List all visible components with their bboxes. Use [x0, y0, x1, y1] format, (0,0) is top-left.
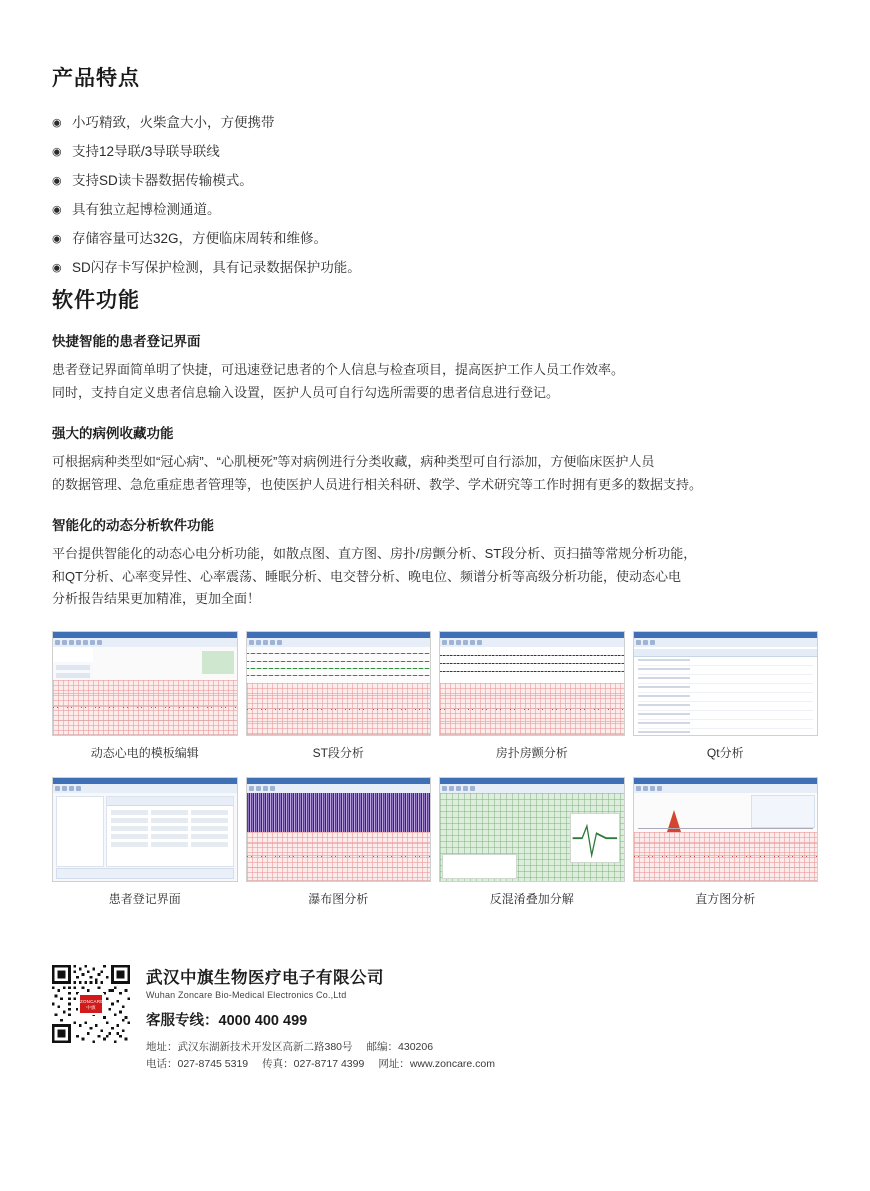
screenshot-caption: Qt分析: [706, 745, 744, 760]
waterfall-plot: [247, 793, 431, 833]
screenshot-caption: 直方图分析: [695, 891, 756, 906]
screenshot-thumbnail: [52, 777, 238, 882]
qr-logo: ZONCARE 中旗: [78, 993, 104, 1015]
block-heading: 强大的病例收藏功能: [52, 426, 174, 441]
app-body: [440, 793, 624, 881]
screenshot-caption: 反混淆叠加分解: [489, 891, 574, 906]
bullet-icon: ◉: [52, 204, 62, 216]
list-item: [52, 197, 818, 223]
list-item-label: 具有独立起博检测通道。: [72, 202, 221, 217]
block-paragraph: 平台提供智能化的动态心电分析功能，如散点图、直方图、房扑/房颤分析、ST段分析、页扫描等常规分析功能，: [52, 546, 697, 561]
list-item: [52, 168, 818, 194]
qr-code: [52, 965, 130, 1043]
data-table: [634, 647, 818, 735]
block-heading: 快捷智能的患者登记界面: [52, 334, 201, 349]
screenshot-caption: 瀑布图分析: [308, 891, 369, 906]
screenshot-caption: 动态心电的模板编辑: [90, 745, 199, 760]
block-paragraph: 同时，支持自定义患者信息输入设置，医护人员可自行勾选所需要的患者信息进行登记。: [52, 384, 560, 400]
tel-value: 027-8745 5319: [177, 1058, 249, 1070]
block-paragraph: 和QT分析、心率变异性、心率震荡、睡眠分析、电交替分析、晚电位、频谱分析等高级分析功能，使动态心电: [52, 568, 682, 584]
footer: [52, 965, 818, 1073]
page-title-features: 产品特点: [52, 67, 140, 90]
list-item-label: 支持SD读卡器数据传输模式。: [72, 173, 253, 188]
address-line: [146, 1039, 495, 1056]
screenshot-caption: ST段分析: [312, 745, 364, 760]
software-block-casecollection: [52, 424, 818, 496]
screenshot-cell-patient-register: [52, 777, 238, 921]
company-name-en: Wuhan Zoncare Bio-Medical Electronics Co.,Ltd: [146, 990, 347, 1000]
contact-line: [146, 1056, 495, 1073]
tel-label: 电话：: [146, 1058, 178, 1070]
screenshot-cell-template-edit: [52, 631, 238, 775]
bullet-icon: ◉: [52, 175, 62, 187]
fax-value: 027-8717 4399: [293, 1058, 365, 1070]
website-label: 网址：: [378, 1058, 410, 1070]
bullet-icon: ◉: [52, 117, 62, 129]
address-value: 武汉东湖新技术开发区高新二路380号: [177, 1041, 353, 1053]
app-body: [634, 647, 818, 735]
histogram-plot: [634, 793, 818, 833]
list-item: [52, 226, 818, 252]
company-name-cn: 武汉中旗生物医疗电子有限公司: [146, 969, 384, 987]
list-item: [52, 110, 818, 136]
block-paragraph: 的数据管理、急危重症患者管理等，也使医护人员进行相关科研、教学、学术研究等工作时拥有更多的数据支持。: [52, 476, 703, 492]
screenshot-thumbnail: [633, 777, 819, 882]
screenshot-cell-overlay-decompose: [439, 777, 625, 921]
list-item-label: SD闪存卡写保护检测，具有记录数据保护功能。: [72, 260, 361, 275]
feature-list: [52, 110, 818, 281]
software-block-analysis: [52, 516, 818, 611]
screenshot-cell-af-analysis: [439, 631, 625, 775]
screenshot-thumbnail: [439, 631, 625, 736]
screenshot-cell-histogram: [633, 777, 819, 921]
software-block-registration: [52, 332, 818, 404]
overlay-plot: [440, 793, 624, 881]
page-title-software: 软件功能: [52, 289, 140, 312]
list-item: [52, 255, 818, 281]
hotline: 客服专线：4000 400 499: [146, 1013, 308, 1029]
postcode-value: 430206: [398, 1041, 434, 1053]
block-heading: 智能化的动态分析软件功能: [52, 518, 214, 533]
list-item-label: 小巧精致，火柴盒大小，方便携带: [72, 115, 275, 130]
screenshot-cell-qt-table: [633, 631, 819, 775]
screenshot-grid: [52, 631, 818, 921]
address-label: 地址：: [146, 1041, 178, 1053]
screenshot-thumbnail: [246, 631, 432, 736]
screenshot-caption: 患者登记界面: [108, 891, 181, 906]
list-item-label: 支持12导联/3导联导联线: [72, 144, 220, 159]
app-body: [53, 793, 237, 881]
app-body: [634, 793, 818, 881]
app-body: [247, 793, 431, 881]
qrs-waveform-icon: [571, 814, 619, 862]
detail-inset: [570, 813, 620, 863]
website-value[interactable]: www.zoncare.com: [409, 1058, 496, 1070]
screenshot-caption: 房扑房颤分析: [495, 745, 568, 760]
bullet-icon: ◉: [52, 262, 62, 274]
list-item-label: 存储容量可达32G，方便临床周转和维修。: [72, 231, 328, 246]
screenshot-thumbnail: [439, 777, 625, 882]
screenshot-thumbnail: [52, 631, 238, 736]
block-paragraph: 患者登记界面简单明了快捷，可迅速登记患者的个人信息与检查项目，提高医护工作人员工作效率。: [52, 362, 625, 377]
app-body: [440, 647, 624, 735]
app-body: [53, 647, 237, 735]
postcode-label: 邮编：: [366, 1041, 399, 1053]
screenshot-cell-waterfall: [246, 777, 432, 921]
block-paragraph: 分析报告结果更加精准，更加全面！: [52, 591, 261, 606]
screenshot-thumbnail: [246, 777, 432, 882]
bullet-icon: ◉: [52, 146, 62, 158]
block-paragraph: 可根据病种类型如“冠心病”、“心肌梗死”等对病例进行分类收藏，病种类型可自行添加，方便临床医护人员: [52, 454, 655, 469]
app-body: [247, 647, 431, 735]
screenshot-cell-st-segment: [246, 631, 432, 775]
fax-label: 传真：: [262, 1058, 294, 1070]
bullet-icon: ◉: [52, 233, 62, 245]
list-item: [52, 139, 818, 165]
screenshot-thumbnail: [633, 631, 819, 736]
